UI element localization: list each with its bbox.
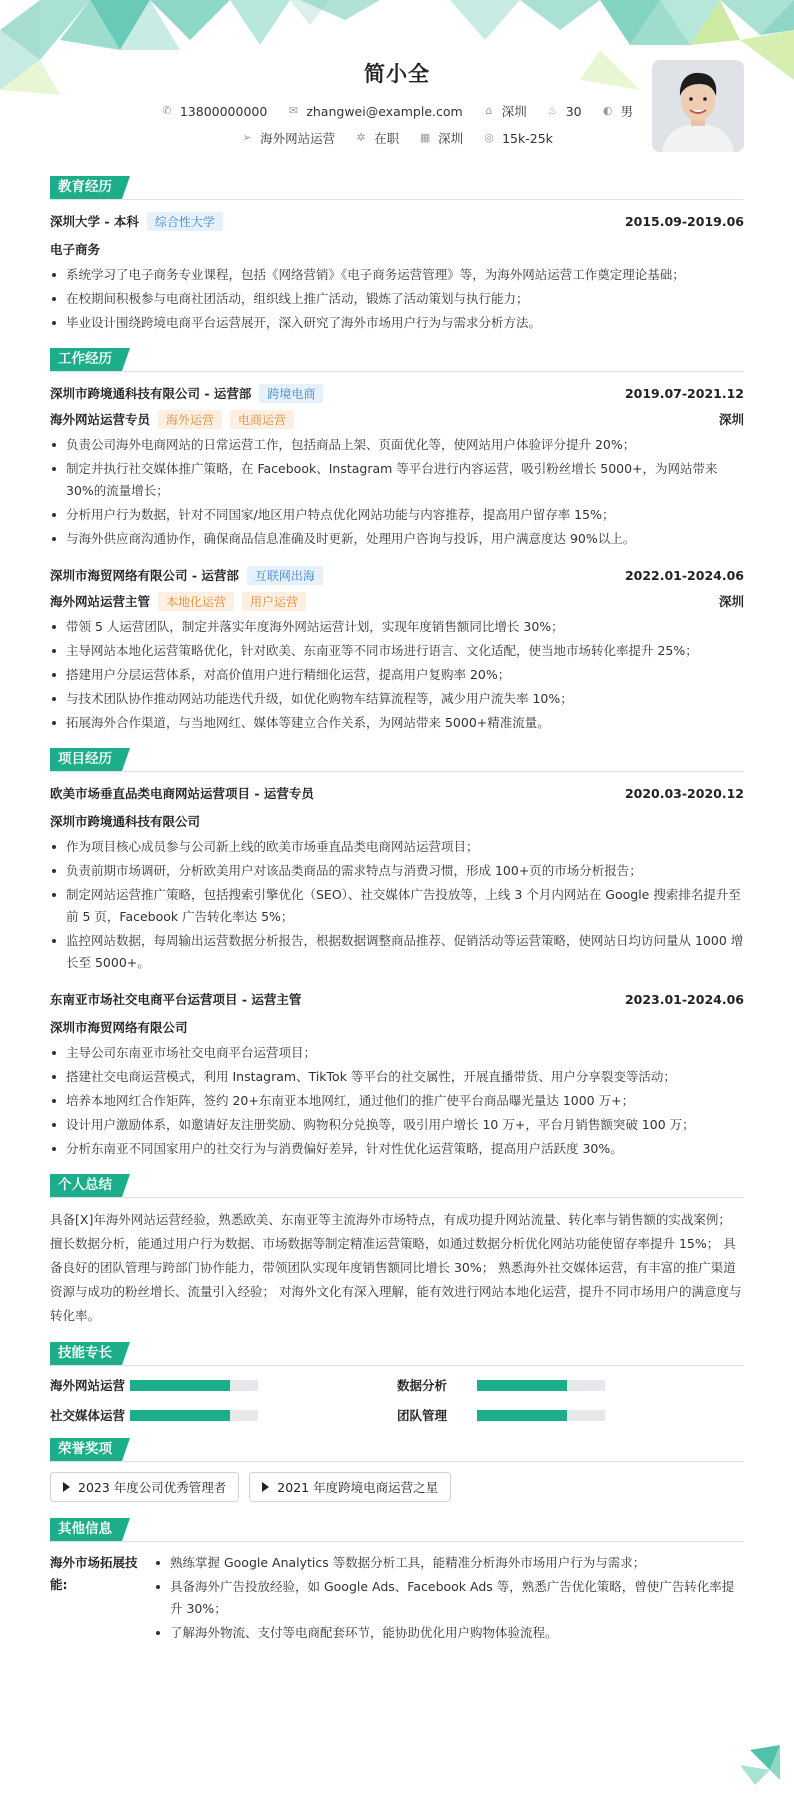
section-header xyxy=(50,748,744,772)
work-bullets xyxy=(50,616,744,734)
target-city-value: 深圳 xyxy=(438,131,464,146)
resume-header xyxy=(50,0,744,170)
other-section xyxy=(50,1518,744,1646)
company-tag: 互联网出海 xyxy=(247,566,323,585)
skill-name: 社交媒体运营 xyxy=(50,1408,126,1423)
skills-section xyxy=(50,1342,744,1424)
contact-row xyxy=(50,102,744,120)
list-item: 了解海外物流、支付等电商配套环节，能协助优化用户购物体验流程。 xyxy=(154,1622,744,1644)
skill-bar xyxy=(477,1380,605,1391)
skill-bar-fill xyxy=(477,1410,567,1421)
status-info xyxy=(355,129,399,147)
education-section xyxy=(50,176,744,334)
list-item: 毕业设计围绕跨境电商平台运营展开，深入研究了海外市场用户行为与需求分析方法。 xyxy=(50,312,744,334)
skill-bar xyxy=(477,1410,605,1421)
work-entry xyxy=(50,564,744,734)
list-item: 主导公司东南亚市场社交电商平台运营项目； xyxy=(50,1042,744,1064)
section-header xyxy=(50,176,744,200)
portrait-photo xyxy=(652,60,744,152)
education-bullets xyxy=(50,264,744,334)
list-item: 分析东南亚不同国家用户的社交行为与消费偏好差异，针对性优化运营策略，提高用户活跃度 30%。 xyxy=(50,1138,744,1160)
city-info xyxy=(483,102,527,120)
summary-text: 具备[X]年海外网站运营经验，熟悉欧美、东南亚等主流海外市场特点，有成功提升网站流量、转化率与销售额的实战案例； 擅长数据分析，能通过用户行为数据、市场数据等制定精准运营策略，如通过数据分析优化网站功能使留存率提升 15%； 具备良好的团队管理与跨部门协作能力，带领团队实现年度销售额同比增长 30%； 熟悉海外社交媒体运营，有丰富的推广渠道资源与成功的粉丝增长、流量引入经验； 对海外文化有深入理解，能有效进行网站本地化运营，提升不同市场用户的满意度与转化率。 xyxy=(50,1212,742,1323)
awards-section xyxy=(50,1438,744,1502)
job-target-value: 海外网站运营 xyxy=(260,131,336,146)
role-tag: 用户运营 xyxy=(242,592,306,611)
job-intent-row xyxy=(50,129,744,147)
award-label: 2021 年度跨境电商运营之星 xyxy=(277,1480,439,1495)
education-period: 2015.09-2019.06 xyxy=(624,213,744,229)
section-title: 项目经历 xyxy=(50,748,122,771)
mail-icon: ✉ xyxy=(288,104,298,117)
project-bullets xyxy=(50,1042,744,1160)
list-item: 具备海外广告投放经验，如 Google Ads、Facebook Ads 等，熟悉广告优化策略，曾使广告转化率提升 30%； xyxy=(154,1576,744,1620)
projects-section xyxy=(50,748,744,1160)
salary-value: 15k-25k xyxy=(502,130,553,146)
salary-info xyxy=(483,129,553,147)
work-entry xyxy=(50,382,744,550)
award-item xyxy=(50,1472,239,1502)
project-name: 东南亚市场社交电商平台运营项目 - 运营主管 xyxy=(50,992,302,1007)
skill-bar xyxy=(130,1410,258,1421)
age-value: 30 xyxy=(565,103,582,119)
project-entry xyxy=(50,782,744,974)
award-item xyxy=(249,1472,451,1502)
candidate-name: 简小全 xyxy=(364,62,430,86)
list-item: 熟练掌握 Google Analytics 等数据分析工具，能精准分析海外市场用户行为与需求； xyxy=(154,1552,744,1574)
list-item: 制定网站运营推广策略，包括搜索引擎优化（SEO）、社交媒体广告投放等，上线 3 个月内网站在 Google 搜索排名提升至前 5 页，Facebook 广告转化率达 5%； xyxy=(50,884,744,928)
awards-list xyxy=(50,1472,744,1502)
list-item: 带领 5 人运营团队，制定并落实年度海外网站运营计划，实现年度销售额同比增长 30%； xyxy=(50,616,744,638)
skill-bar-fill xyxy=(130,1380,230,1391)
section-title: 技能专长 xyxy=(50,1342,122,1365)
skill-item xyxy=(397,1406,744,1424)
skills-grid xyxy=(50,1376,744,1424)
phone-info xyxy=(161,102,267,120)
skill-name: 海外网站运营 xyxy=(50,1378,126,1393)
summary-section xyxy=(50,1174,744,1328)
section-header xyxy=(50,1342,744,1366)
list-item: 培养本地网红合作矩阵，签约 20+东南亚本地网红，通过他们的推广使平台商品曝光量达 1000 万+； xyxy=(50,1090,744,1112)
job-role: 海外网站运营专员 xyxy=(50,412,151,427)
status-value: 在职 xyxy=(374,131,400,146)
target-city-info xyxy=(419,129,463,147)
skill-item xyxy=(50,1406,397,1424)
section-header xyxy=(50,1438,744,1462)
role-tag: 电商运营 xyxy=(230,410,294,429)
project-period: 2023.01-2024.06 xyxy=(624,991,744,1007)
list-item: 拓展海外合作渠道，与当地网红、媒体等建立合作关系，为网站带来 5000+精准流量。 xyxy=(50,712,744,734)
company-tag: 跨境电商 xyxy=(259,384,323,403)
school-name: 深圳大学 - 本科 xyxy=(50,214,139,229)
work-bullets xyxy=(50,434,744,550)
list-item: 制定并执行社交媒体推广策略，在 Facebook、Instagram 等平台进行内容运营，吸引粉丝增长 5000+，为网站带来 30%的流量增长； xyxy=(50,458,744,502)
coin-icon: ◎ xyxy=(484,131,494,144)
phone-number: 13800000000 xyxy=(179,103,268,119)
other-label: 海外市场拓展技能: xyxy=(50,1555,138,1592)
city-value: 深圳 xyxy=(501,104,527,119)
skill-bar-fill xyxy=(130,1410,230,1421)
work-period: 2022.01-2024.06 xyxy=(624,567,744,583)
section-title: 教育经历 xyxy=(50,176,122,199)
skill-name: 团队管理 xyxy=(397,1408,448,1423)
phone-icon: ✆ xyxy=(162,104,172,117)
list-item: 与技术团队协作推动网站功能迭代升级，如优化购物车结算流程等，减少用户流失率 10%； xyxy=(50,688,744,710)
company-name: 深圳市跨境通科技有限公司 - 运营部 xyxy=(50,386,252,401)
section-title: 其他信息 xyxy=(50,1518,122,1541)
section-title: 荣誉奖项 xyxy=(50,1438,122,1461)
project-entry xyxy=(50,988,744,1160)
home-icon: ⌂ xyxy=(485,104,493,117)
list-item: 监控网站数据，每周输出运营数据分析报告，根据数据调整商品推荐、促销活动等运营策略，使网站日均访问量从 1000 增长至 5000+。 xyxy=(50,930,744,974)
section-header xyxy=(50,1518,744,1542)
corner-decoration xyxy=(740,1745,780,1785)
list-item: 与海外供应商沟通协作，确保商品信息准确及时更新，处理用户咨询与投诉，用户满意度达 90%以上。 xyxy=(50,528,744,550)
work-section xyxy=(50,348,744,734)
skill-name: 数据分析 xyxy=(397,1378,448,1393)
play-icon xyxy=(262,1482,269,1492)
list-item: 负责前期市场调研，分析欧美用户对该品类商品的需求特点与消费习惯，形成 100+页的市场分析报告； xyxy=(50,860,744,882)
award-label: 2023 年度公司优秀管理者 xyxy=(78,1480,227,1495)
project-company: 深圳市海贸网络有限公司 xyxy=(50,1020,188,1035)
project-bullets xyxy=(50,836,744,974)
job-target-info xyxy=(241,129,335,147)
email-info xyxy=(287,102,462,120)
section-header xyxy=(50,1174,744,1198)
list-item: 分析用户行为数据，针对不同国家/地区用户特点优化网站功能与内容推荐，提高用户留存率 15%； xyxy=(50,504,744,526)
avatar xyxy=(652,60,744,152)
list-item: 搭建社交电商运营模式，利用 Instagram、TikTok 等平台的社交属性，开展直播带货、用户分享裂变等活动； xyxy=(50,1066,744,1088)
send-icon: ➢ xyxy=(242,131,252,144)
school-tag: 综合性大学 xyxy=(147,212,223,231)
building-icon: ▦ xyxy=(419,131,431,144)
education-entry xyxy=(50,210,744,334)
skill-bar-fill xyxy=(477,1380,567,1391)
section-title: 工作经历 xyxy=(50,348,122,371)
gender-value: 男 xyxy=(620,104,634,119)
list-item: 负责公司海外电商网站的日常运营工作，包括商品上架、页面优化等，使网站用户体验评分提升 20%； xyxy=(50,434,744,456)
other-bullets xyxy=(154,1552,744,1646)
skill-bar xyxy=(130,1380,258,1391)
company-name: 深圳市海贸网络有限公司 - 运营部 xyxy=(50,568,239,583)
work-period: 2019.07-2021.12 xyxy=(624,385,744,401)
project-name: 欧美市场垂直品类电商网站运营项目 - 运营专员 xyxy=(50,786,314,801)
other-info xyxy=(50,1552,744,1646)
skill-item xyxy=(397,1376,744,1394)
job-role: 海外网站运营主管 xyxy=(50,594,151,609)
gender-icon: ◐ xyxy=(602,104,613,117)
play-icon xyxy=(63,1482,70,1492)
section-title: 个人总结 xyxy=(50,1174,122,1197)
cake-icon: ♨ xyxy=(547,104,558,117)
role-tag: 海外运营 xyxy=(158,410,222,429)
role-tag: 本地化运营 xyxy=(158,592,234,611)
skill-item xyxy=(50,1376,397,1394)
project-company: 深圳市跨境通科技有限公司 xyxy=(50,814,201,829)
project-period: 2020.03-2020.12 xyxy=(624,785,744,801)
list-item: 搭建用户分层运营体系，对高价值用户进行精细化运营，提高用户复购率 20%； xyxy=(50,664,744,686)
email-address: zhangwei@example.com xyxy=(306,103,463,119)
major: 电子商务 xyxy=(50,242,101,257)
work-city: 深圳 xyxy=(718,412,744,427)
list-item: 主导网站本地化运营策略优化，针对欧美、东南亚等不同市场进行语言、文化适配，使当地市场转化率提升 25%； xyxy=(50,640,744,662)
list-item: 作为项目核心成员参与公司新上线的欧美市场垂直品类电商网站运营项目； xyxy=(50,836,744,858)
work-city: 深圳 xyxy=(718,594,744,609)
age-info xyxy=(547,102,582,120)
list-item: 系统学习了电子商务专业课程，包括《网络营销》《电子商务运营管理》等，为海外网站运营工作奠定理论基础； xyxy=(50,264,744,286)
settings-icon: ✲ xyxy=(356,131,366,144)
section-header xyxy=(50,348,744,372)
list-item: 在校期间积极参与电商社团活动，组织线上推广活动，锻炼了活动策划与执行能力； xyxy=(50,288,744,310)
gender-info xyxy=(602,102,634,120)
list-item: 设计用户激励体系，如邀请好友注册奖励、购物积分兑换等，吸引用户增长 10 万+，平台月销售额突破 100 万； xyxy=(50,1114,744,1136)
